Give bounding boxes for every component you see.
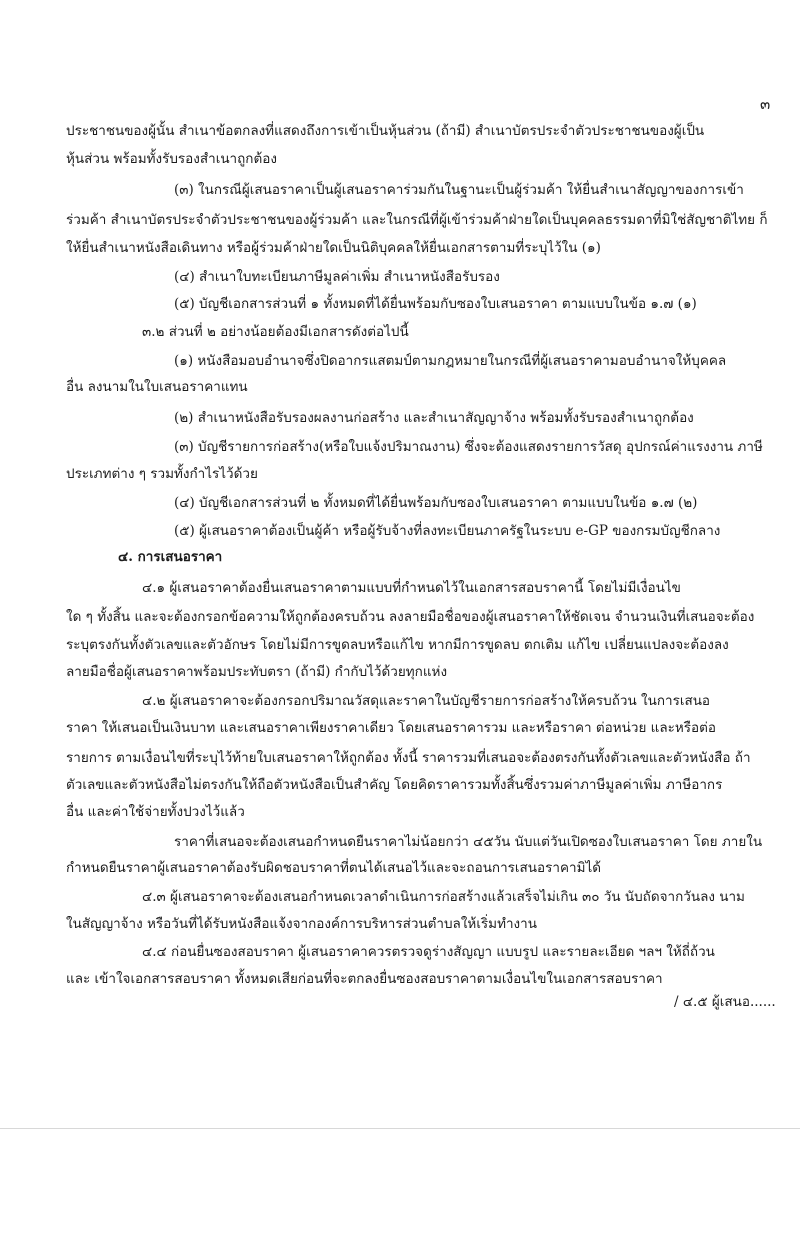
page-number: ๓ (760, 95, 771, 113)
continuation-reference: / ๔.๕ ผู้เสนอ...... (674, 994, 776, 1010)
text-line: ๔.๒ ผู้เสนอราคาจะต้องกรอกปริมาณวัสดุและราคาในบัญชีรายการก่อสร้างให้ครบถ้วน ในการเสนอ (142, 693, 711, 709)
text-line: (๔) สำเนาใบทะเบียนภาษีมูลค่าเพิ่ม สำเนาหนังสือรับรอง (174, 269, 500, 285)
text-line: (๒) สำเนาหนังสือรับรองผลงานก่อสร้าง และสำเนาสัญญาจ้าง พร้อมทั้งรับรองสำเนาถูกต้อง (174, 410, 694, 426)
text-line: ประเภทต่าง ๆ รวมทั้งกำไรไว้ด้วย (66, 466, 258, 482)
text-line: อื่น ลงนามในใบเสนอราคาแทน (66, 379, 248, 395)
text-line: (๓) ในกรณีผู้เสนอราคาเป็นผู้เสนอราคาร่วมกันในฐานะเป็นผู้ร่วมค้า ให้ยื่นสำเนาสัญญาของการเข้า (174, 182, 744, 198)
text-line: ๔.๓ ผู้เสนอราคาจะต้องเสนอกำหนดเวลาดำเนินการก่อสร้างแล้วเสร็จไม่เกิน ๓๐ วัน นับถัดจากวันลง นาม (142, 889, 745, 905)
text-line: ราคาที่เสนอจะต้องเสนอกำหนดยืนราคาไม่น้อยกว่า ๔๕วัน นับแต่วันเปิดซองใบเสนอราคา โดย ภายใน (174, 834, 763, 850)
text-line: ลายมือชื่อผู้เสนอราคาพร้อมประทับตรา (ถ้ามี) กำกับไว้ด้วยทุกแห่ง (66, 664, 448, 680)
text-line: ใด ๆ ทั้งสิ้น และจะต้องกรอกข้อความให้ถูกต้องครบถ้วน ลงลายมือชื่อของผู้เสนอราคาให้ชัดเจน จำนวนเงินที่เสนอจะต้อง (66, 609, 755, 625)
text-line: ๔.๑ ผู้เสนอราคาต้องยื่นเสนอราคาตามแบบที่กำหนดไว้ในเอกสารสอบราคานี้ โดยไม่มีเงื่อนไข (142, 580, 681, 596)
text-line: กำหนดยืนราคาผู้เสนอราคาต้องรับผิดชอบราคาที่ตนได้เสนอไว้และจะถอนการเสนอราคามิได้ (66, 860, 602, 876)
text-line: ๔.๔ ก่อนยื่นซองสอบราคา ผู้เสนอราคาควรตรวจดูร่างสัญญา แบบรูป และรายละเอียด ฯลฯ ให้ถี่ถ้วน (142, 944, 715, 960)
text-line: (๓) บัญชีรายการก่อสร้าง(หรือใบแจ้งปริมาณงาน) ซึ่งจะต้องแสดงรายการวัสดุ อุปกรณ์ค่าแรงงาน ภาษี (174, 439, 763, 455)
text-line: (๑) หนังสือมอบอำนาจซึ่งปิดอากรแสตมป์ตามกฎหมายในกรณีที่ผู้เสนอราคามอบอำนาจให้บุคคล (174, 353, 727, 369)
text-line: ประชาชนของผู้นั้น สำเนาข้อตกลงที่แสดงถึงการเข้าเป็นหุ้นส่วน (ถ้ามี) สำเนาบัตรประจำตัวประชาชนของผู้เป็น (66, 123, 705, 139)
text-line: ร่วมค้า สำเนาบัตรประจำตัวประชาชนของผู้ร่วมค้า และในกรณีที่ผู้เข้าร่วมค้าฝ่ายใดเป็นบุคคลธรรมดาที่มิใช่สัญชาติไทย ก็ (66, 212, 768, 228)
text-line: ระบุตรงกันทั้งตัวเลขและตัวอักษร โดยไม่มีการขูดลบหรือแก้ไข หากมีการขูดลบ ตกเติม แก้ไข เปลี่ยนแปลงจะต้องลง (66, 637, 729, 653)
text-line: ตัวเลขและตัวหนังสือไม่ตรงกันให้ถือตัวหนังสือเป็นสำคัญ โดยคิดราคารวมทั้งสิ้นซึ่งรวมค่าภาษีมูลค่าเพิ่ม ภาษีอากร (66, 777, 723, 793)
scan-edge-divider (0, 1128, 800, 1129)
text-line: รายการ ตามเงื่อนไขที่ระบุไว้ท้ายใบเสนอราคาให้ถูกต้อง ทั้งนี้ ราคารวมที่เสนอจะต้องตรงกันทั้งตัวเลขและตัวหนังสือ ถ้า (66, 750, 751, 766)
text-line: และ เข้าใจเอกสารสอบราคา ทั้งหมดเสียก่อนที่จะตกลงยื่นซองสอบราคาตามเงื่อนไขในเอกสารสอบราคา (66, 971, 663, 987)
text-line: หุ้นส่วน พร้อมทั้งรับรองสำเนาถูกต้อง (66, 151, 277, 167)
section-heading: ๓.๒ ส่วนที่ ๒ อย่างน้อยต้องมีเอกสารดังต่อไปนี้ (142, 324, 409, 340)
text-line: ราคา ให้เสนอเป็นเงินบาท และเสนอราคาเพียงราคาเดียว โดยเสนอราคารวม และหรือราคา ต่อหน่วย และหรือต่อ (66, 720, 717, 736)
text-line: (๕) บัญชีเอกสารส่วนที่ ๑ ทั้งหมดที่ได้ยื่นพร้อมกับซองใบเสนอราคา ตามแบบในข้อ ๑.๗ (๑) (174, 296, 697, 312)
text-line: ในสัญญาจ้าง หรือวันที่ได้รับหนังสือแจ้งจากองค์การบริหารส่วนตำบลให้เริ่มทำงาน (66, 916, 537, 932)
text-line: ให้ยื่นสำเนาหนังสือเดินทาง หรือผู้ร่วมค้าฝ่ายใดเป็นนิติบุคคลให้ยื่นเอกสารตามที่ระบุไว้ใน (๑) (66, 240, 601, 256)
text-line: (๔) บัญชีเอกสารส่วนที่ ๒ ทั้งหมดที่ได้ยื่นพร้อมกับซองใบเสนอราคา ตามแบบในข้อ ๑.๗ (๒) (174, 495, 698, 511)
text-line: อื่น และค่าใช้จ่ายทั้งปวงไว้แล้ว (66, 804, 245, 820)
text-line: (๕) ผู้เสนอราคาต้องเป็นผู้ค้า หรือผู้รับจ้างที่ลงทะเบียนภาครัฐในระบบ e-GP ของกรมบัญชีกลาง (174, 523, 721, 539)
section-heading: ๔. การเสนอราคา (118, 549, 223, 565)
